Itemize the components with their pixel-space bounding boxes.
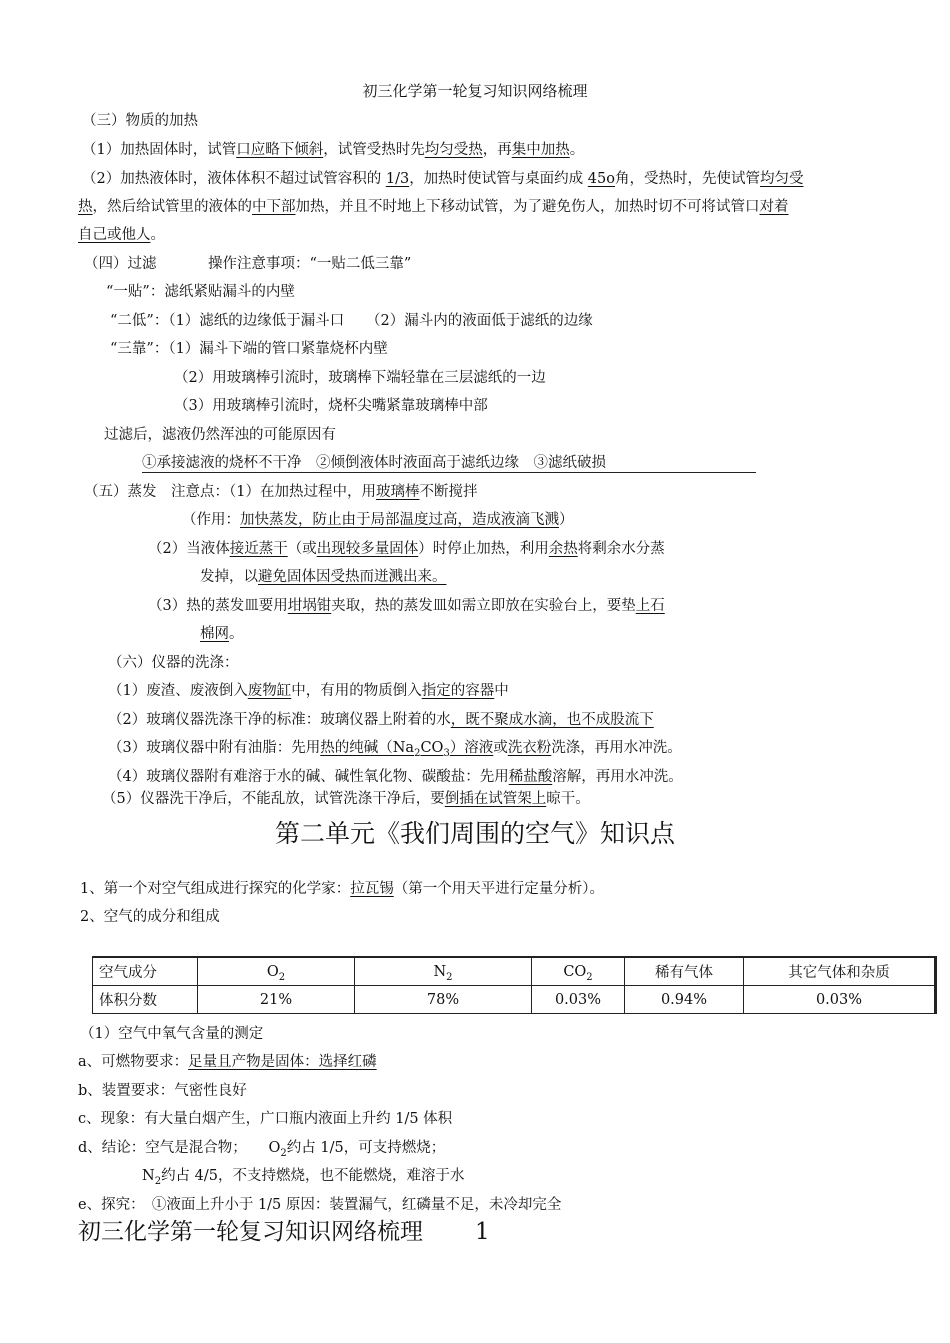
evaporation-line-3: （3）热的蒸发皿要用坩埚钳夹取，热的蒸发皿如需立即放在实验台上，要垫上石 xyxy=(148,598,665,614)
heating-solid-line: （1）加热固体时，试管口应略下倾斜，试管受热时先均匀受热，再集中加热。 xyxy=(82,142,585,158)
oxygen-measure-title: （1）空气中氧气含量的测定 xyxy=(80,1026,264,1042)
evaporation-line-2: （2）当液体接近蒸干（或出现较多量固体）时停止加热，利用余热将剩余水分蒸 xyxy=(148,541,665,557)
oxygen-measure-b: b、装置要求：气密性良好 xyxy=(78,1083,247,1099)
table-cell: 0.94% xyxy=(625,986,744,1014)
table-cell: 稀有气体 xyxy=(625,957,744,986)
table-cell: 体积分数 xyxy=(93,986,198,1014)
evaporation-line-1: （五）蒸发 注意点：（1）在加热过程中，用玻璃棒不断搅拌 xyxy=(84,484,478,500)
section-heating-title: （三）物质的加热 xyxy=(82,113,198,129)
oxygen-measure-a: a、可燃物要求：足量且产物是固体：选择红磷 xyxy=(78,1054,377,1070)
table-cell: 空气成分 xyxy=(93,957,198,986)
table-cell: $N_2$ xyxy=(355,957,532,986)
oxygen-measure-d: d、结论：空气是混合物； $O_2$约占 1/5，可支持燃烧； xyxy=(78,1140,446,1159)
washing-line-4: （4）玻璃仪器附有难溶于水的碱、碱性氧化物、碳酸盐：先用稀盐酸溶解，再用水冲洗。 xyxy=(108,769,683,785)
evaporation-line-3b: 棉网。 xyxy=(200,626,244,642)
table-cell: $O_2$ xyxy=(198,957,355,986)
filter-turbid-question: 过滤后，滤液仍然浑浊的可能原因有 xyxy=(104,427,336,443)
page-number: 1 xyxy=(475,1219,490,1245)
evaporation-line-2b: 发掉，以避免固体因受热而迸溅出来。 xyxy=(200,569,447,585)
table-cell: 0.03% xyxy=(532,986,625,1014)
oxygen-measure-n2: $N_2$约占 4/5，不支持燃烧，也不能燃烧，难溶于水 xyxy=(142,1168,465,1187)
heating-liquid-line-3: 自己或他人。 xyxy=(78,227,165,243)
evaporation-purpose: （作用：加快蒸发，防止由于局部温度过高，造成液滴飞溅） xyxy=(182,512,574,528)
unit-title: 第二单元《我们周围的空气》知识点 xyxy=(274,819,675,848)
heating-liquid-line-1: （2）加热液体时，液体体积不超过试管容积的 1/3，加热时使试管与桌面约成 45o角，受热时，先使试管均匀受 xyxy=(82,171,804,187)
oxygen-measure-e: e、探究： ①液面上升小于 1/5 原因：装置漏气，红磷量不足，未冷却完全 xyxy=(78,1197,562,1213)
filter-three-lean-3: （3）用玻璃棒引流时，烧杯尖嘴紧靠玻璃棒中部 xyxy=(174,398,488,414)
table-cell: 78% xyxy=(355,986,532,1014)
washing-line-5: （5）仪器洗干净后，不能乱放，试管洗涤干净后，要倒插在试管架上晾干。 xyxy=(102,791,590,807)
section-washing-title: （六）仪器的洗涤： xyxy=(108,655,239,671)
table-cell: 其它气体和杂质 xyxy=(744,957,936,986)
washing-line-1: （1）废渣、废液倒入废物缸中，有用的物质倒入指定的容器中 xyxy=(108,683,509,699)
filter-three-lean-1: “三靠”：（1）漏斗下端的管口紧靠烧杯内壁 xyxy=(110,341,388,357)
unit-point-1: 1、第一个对空气组成进行探究的化学家：拉瓦锡（第一个用天平进行定量分析）。 xyxy=(80,881,604,897)
filter-two-low: “二低”：（1）滤纸的边缘低于漏斗口 （2）漏斗内的液面低于滤纸的边缘 xyxy=(110,313,593,329)
table-cell: 21% xyxy=(198,986,355,1014)
washing-line-2: （2）玻璃仪器洗涤干净的标准：玻璃仪器上附着的水，既不聚成水滴，也不成股流下 xyxy=(108,712,654,728)
section-filter-title: （四）过滤 xyxy=(84,256,157,272)
oxygen-measure-c: c、现象：有大量白烟产生，广口瓶内液面上升约 1/5 体积 xyxy=(78,1111,453,1127)
filter-note: 操作注意事项：“一贴二低三靠” xyxy=(208,256,412,272)
washing-line-3: （3）玻璃仪器中附有油脂：先用热的纯碱$(Na_2CO_3)$溶液或洗衣粉洗涤，再用水冲洗。 xyxy=(108,740,682,759)
filter-three-lean-2: （2）用玻璃棒引流时，玻璃棒下端轻靠在三层滤纸的一边 xyxy=(174,370,546,386)
table-row xyxy=(93,957,936,986)
table-cell: $CO_2$ xyxy=(532,957,625,986)
table-row xyxy=(93,986,936,1014)
page-footer: 初三化学第一轮复习知识网络梳理 1 xyxy=(78,1219,490,1245)
filter-one-paste: “一贴”：滤纸紧贴漏斗的内壁 xyxy=(106,284,295,300)
table-cell: 0.03% xyxy=(744,986,936,1014)
unit-point-2: 2、空气的成分和组成 xyxy=(80,909,220,925)
heating-liquid-line-2: 热，然后给试管里的液体的中下部加热，并且不时地上下移动试管，为了避免伤人，加热时切不可将试管口对着 xyxy=(78,199,789,215)
air-composition-table xyxy=(92,956,937,1014)
page-header-title: 初三化学第一轮复习知识网络梳理 xyxy=(362,82,588,100)
filter-turbid-reasons: ①承接滤液的烧杯不干净 ②倾倒液体时液面高于滤纸边缘 ③滤纸破损 xyxy=(142,454,756,473)
